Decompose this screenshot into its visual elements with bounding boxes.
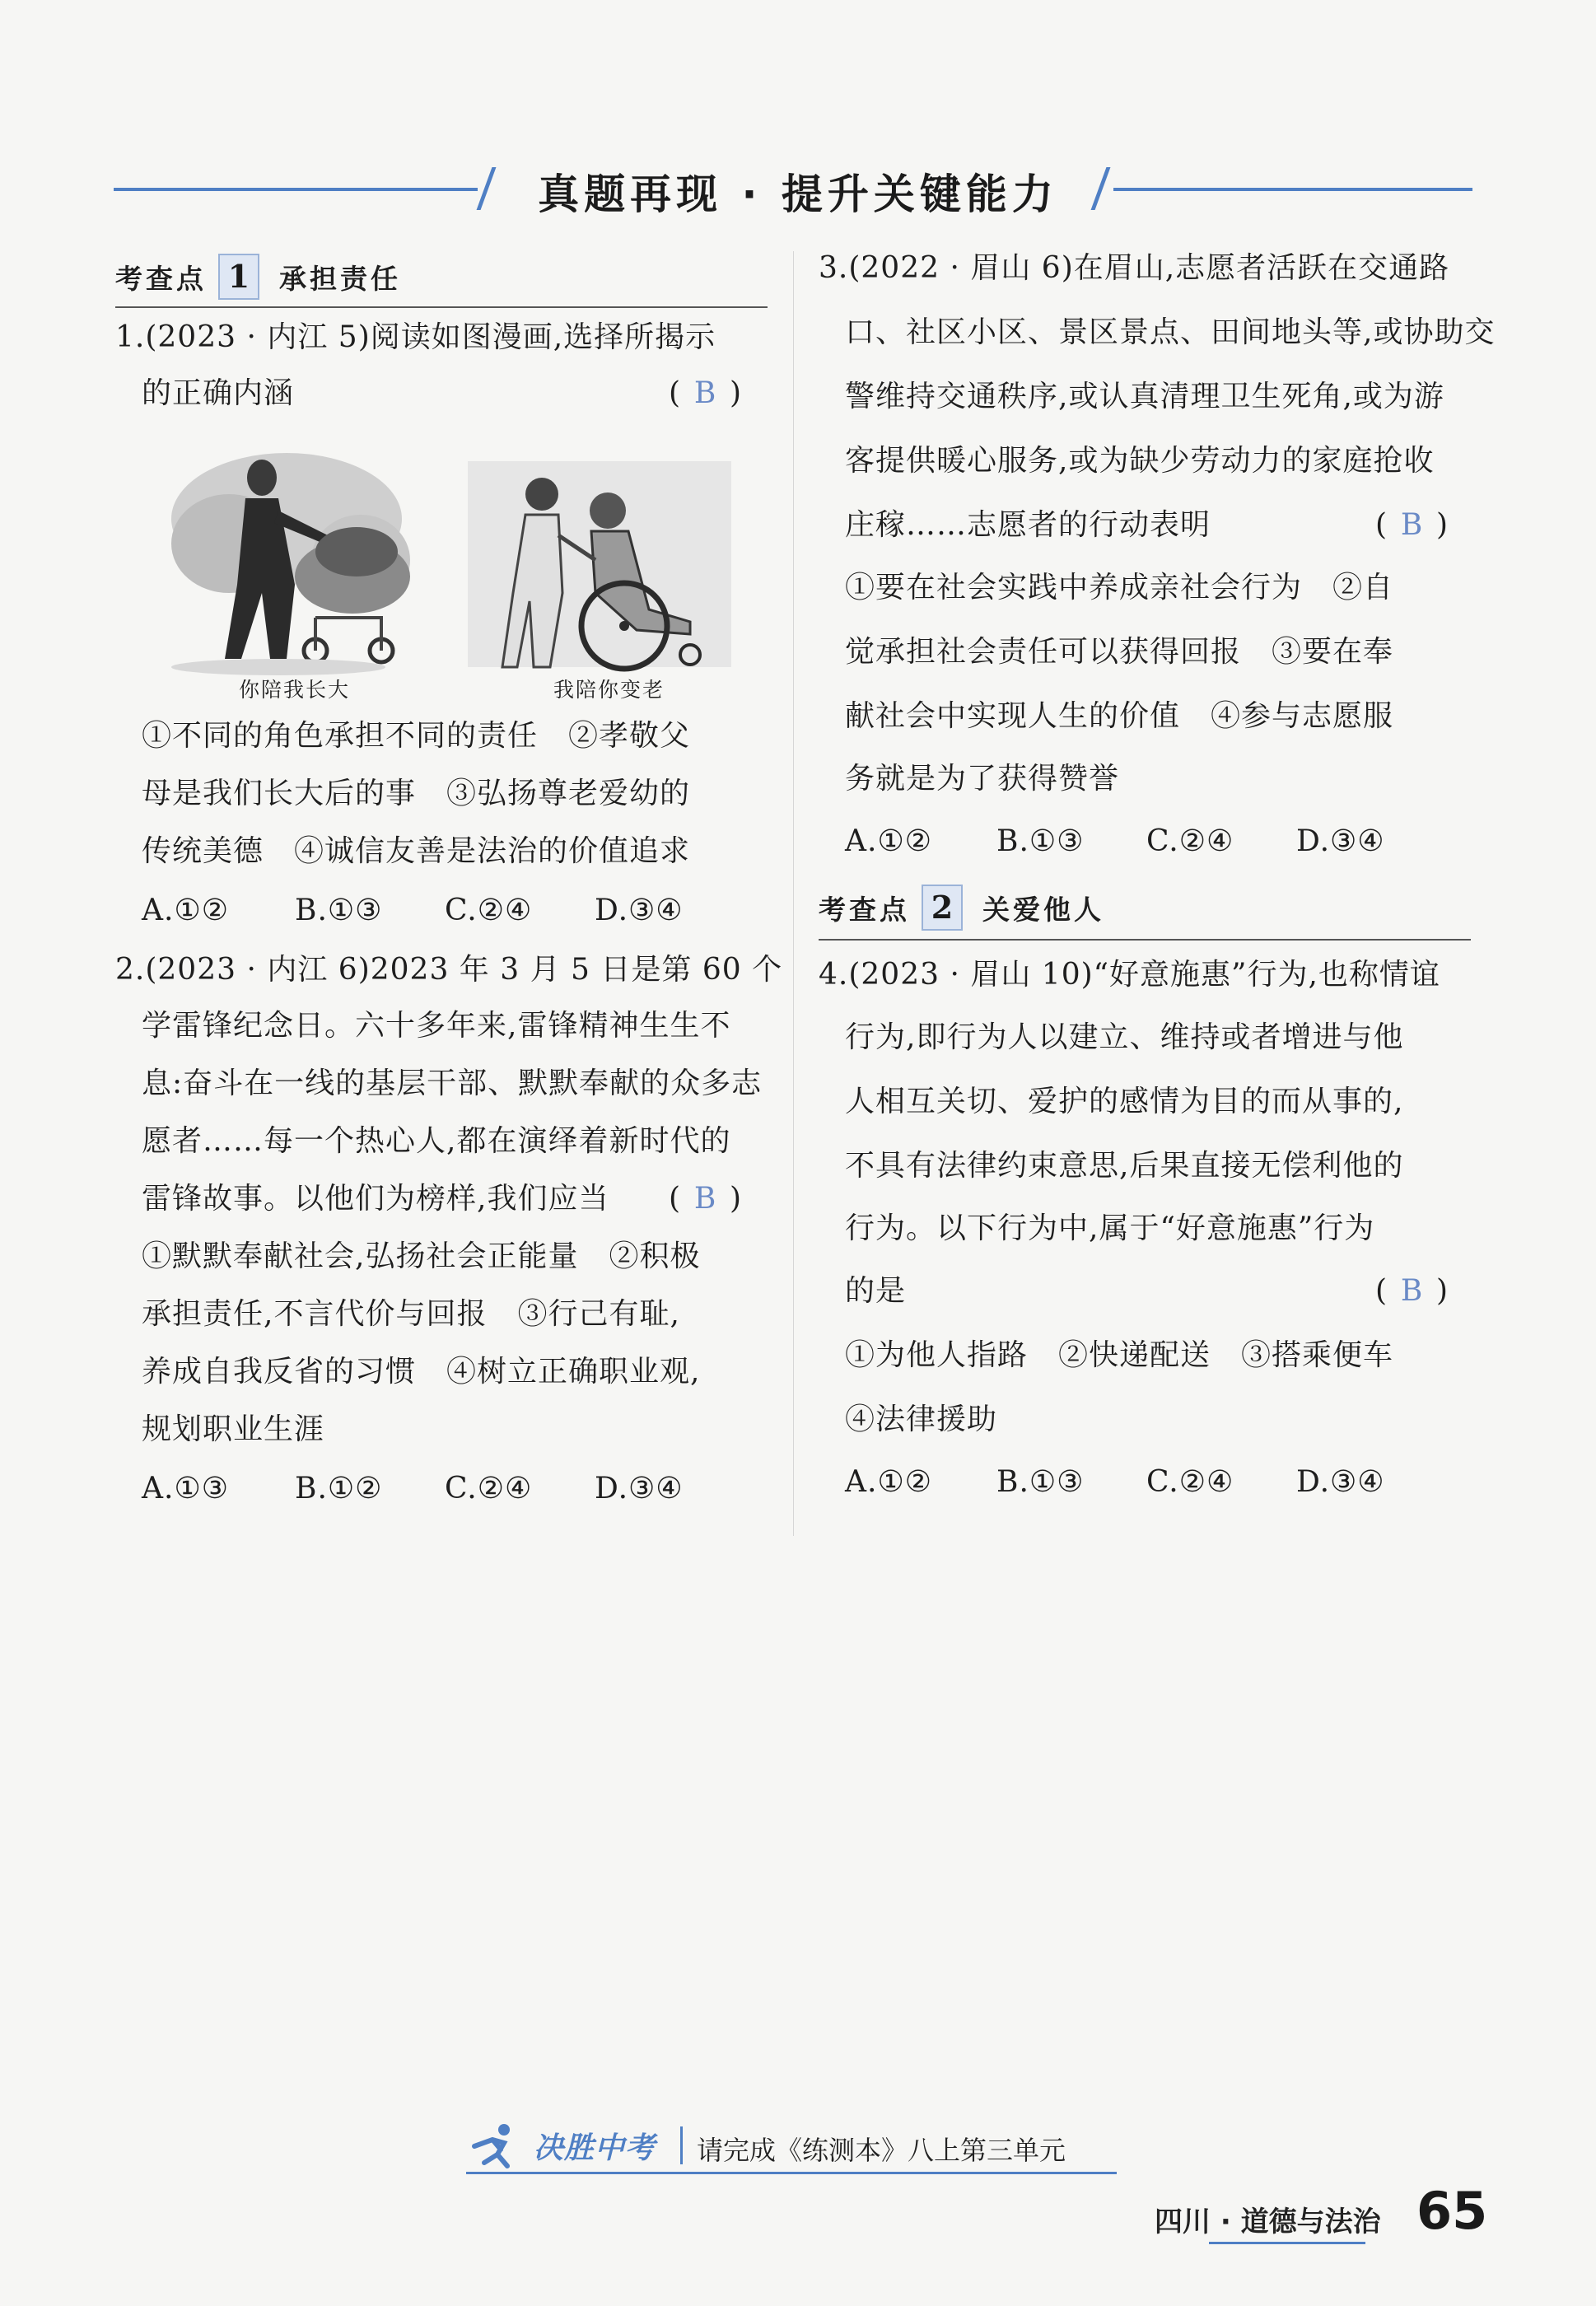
q4-option-line-2: ④法律援助 — [845, 1403, 998, 1436]
header-rule-left — [114, 188, 478, 191]
q3-line-5: 庄稼……志愿者的行动表明 — [845, 508, 1211, 542]
q4-answer: ( B ) — [1375, 1274, 1449, 1308]
q3-line-3: 警维持交通秩序,或认真清理卫生死角,或为游 — [845, 380, 1444, 413]
q1-answer: ( B ) — [669, 376, 742, 410]
section-rule-2 — [819, 939, 1471, 941]
q3-option-line-3: 献社会中实现人生的价值 ④参与志愿服 — [845, 699, 1394, 733]
section-title: 关爱他人 — [982, 893, 1104, 926]
q3-choice-c: C.②④ — [1146, 824, 1234, 858]
q4-choice-b: B.①③ — [996, 1465, 1085, 1499]
q2-answer: ( B ) — [669, 1182, 742, 1216]
header-slash-left — [477, 167, 497, 210]
q4-line-1: 4.(2023 · 眉山 10)“好意施惠”行为,也称情谊 — [819, 958, 1440, 992]
q3-choice-b: B.①③ — [996, 824, 1085, 858]
q1-option-line-1: ①不同的角色承担不同的责任 ②孝敬父 — [142, 719, 691, 753]
q1-option-line-3: 传统美德 ④诚信友善是法治的价值追求 — [142, 834, 691, 868]
footer-note: 请完成《练测本》八上第三单元 — [697, 2135, 1066, 2166]
q4-line-3: 人相互关切、爱护的感情为目的而从事的, — [845, 1085, 1404, 1118]
section-label: 考查点 — [115, 262, 207, 295]
subject-label: 四川 · 道德与法治 — [1155, 2206, 1381, 2238]
q2-choice-d: D.③④ — [595, 1472, 684, 1505]
q2-option-line-2: 承担责任,不言代价与回报 ③行己有耻, — [142, 1297, 680, 1331]
page-number: 65 — [1416, 2181, 1488, 2241]
runner-icon — [468, 2122, 525, 2171]
q1-choice-a: A.①② — [142, 894, 229, 927]
q1-line-2: 的正确内涵 — [142, 376, 295, 410]
section-header-2 — [819, 883, 1104, 932]
q2-line-1: 2.(2023 · 内江 6)2023 年 3 月 5 日是第 60 个 — [115, 953, 783, 987]
q3-choice-d: D.③④ — [1296, 824, 1385, 858]
q3-option-line-1: ①要在社会实践中养成亲社会行为 ②自 — [845, 571, 1394, 605]
q2-option-line-3: 养成自我反省的习惯 ④树立正确职业观, — [142, 1355, 701, 1389]
q4-choice-d: D.③④ — [1296, 1465, 1385, 1499]
q3-option-line-4: 务就是为了获得赞誉 — [845, 762, 1120, 796]
section-title: 承担责任 — [279, 262, 401, 295]
section-rule-1 — [115, 306, 768, 308]
q2-line-2: 学雷锋纪念日。六十多年来,雷锋精神生生不 — [142, 1009, 731, 1043]
q3-line-2: 口、社区小区、景区景点、田间地头等,或协助交 — [845, 315, 1496, 349]
q1-option-line-2: 母是我们长大后的事 ③弘扬尊老爱幼的 — [142, 777, 691, 810]
q2-line-5: 雷锋故事。以他们为榜样,我们应当 — [142, 1182, 609, 1216]
section-header-1 — [115, 252, 401, 301]
q4-line-5: 行为。以下行为中,属于“好意施惠”行为 — [845, 1211, 1375, 1245]
q3-line-1: 3.(2022 · 眉山 6)在眉山,志愿者活跃在交通路 — [819, 251, 1450, 285]
q2-option-line-1: ①默默奉献社会,弘扬社会正能量 ②积极 — [142, 1239, 701, 1273]
comic-caption-right: 我陪你变老 — [553, 678, 665, 702]
comic-caption-left: 你陪我长大 — [239, 678, 351, 702]
q1-choice-d: D.③④ — [595, 894, 684, 927]
q1-choice-b: B.①③ — [295, 894, 383, 927]
header-slash-right — [1091, 167, 1111, 210]
q2-choice-c: C.②④ — [445, 1472, 533, 1505]
q2-choice-a: A.①③ — [142, 1472, 229, 1505]
q4-line-4: 不具有法律约束意思,后果直接无偿利他的 — [845, 1149, 1404, 1183]
section-label: 考查点 — [819, 893, 910, 926]
footer-rule — [466, 2172, 1117, 2174]
q2-choice-b: B.①② — [295, 1472, 383, 1505]
q1-choice-c: C.②④ — [445, 894, 533, 927]
q3-answer: ( B ) — [1375, 508, 1449, 542]
q1-line-1: 1.(2023 · 内江 5)阅读如图漫画,选择所揭示 — [115, 320, 716, 354]
section-banner-title: 真题再现 · 提升关键能力 — [538, 170, 1058, 218]
q2-option-line-4: 规划职业生涯 — [142, 1412, 325, 1446]
q2-line-3: 息:奋斗在一线的基层干部、默默奉献的众多志 — [142, 1067, 763, 1100]
q3-line-4: 客提供暖心服务,或为缺少劳动力的家庭抢收 — [845, 444, 1435, 478]
comic-illustration — [163, 445, 756, 705]
q3-choice-a: A.①② — [845, 824, 932, 858]
q4-line-6: 的是 — [845, 1274, 907, 1308]
comic-panel-left — [171, 453, 410, 675]
brand-logo: 决胜中考 — [534, 2131, 656, 2165]
q4-choice-c: C.②④ — [1146, 1465, 1234, 1499]
q3-option-line-2: 觉承担社会责任可以获得回报 ③要在奉 — [845, 635, 1394, 669]
column-divider — [793, 251, 794, 1536]
header-rule-right — [1113, 188, 1472, 191]
q2-line-4: 愿者……每一个热心人,都在演绎着新时代的 — [142, 1124, 731, 1158]
footer-divider — [680, 2126, 683, 2164]
section-number: 2 — [922, 885, 963, 931]
q4-line-2: 行为,即行为人以建立、维持或者增进与他 — [845, 1020, 1404, 1054]
q4-choice-a: A.①② — [845, 1465, 932, 1499]
section-number: 1 — [218, 254, 259, 300]
subject-underline — [1209, 2242, 1365, 2244]
q4-option-line-1: ①为他人指路 ②快递配送 ③搭乘便车 — [845, 1338, 1394, 1372]
comic-panel-right — [468, 461, 731, 669]
